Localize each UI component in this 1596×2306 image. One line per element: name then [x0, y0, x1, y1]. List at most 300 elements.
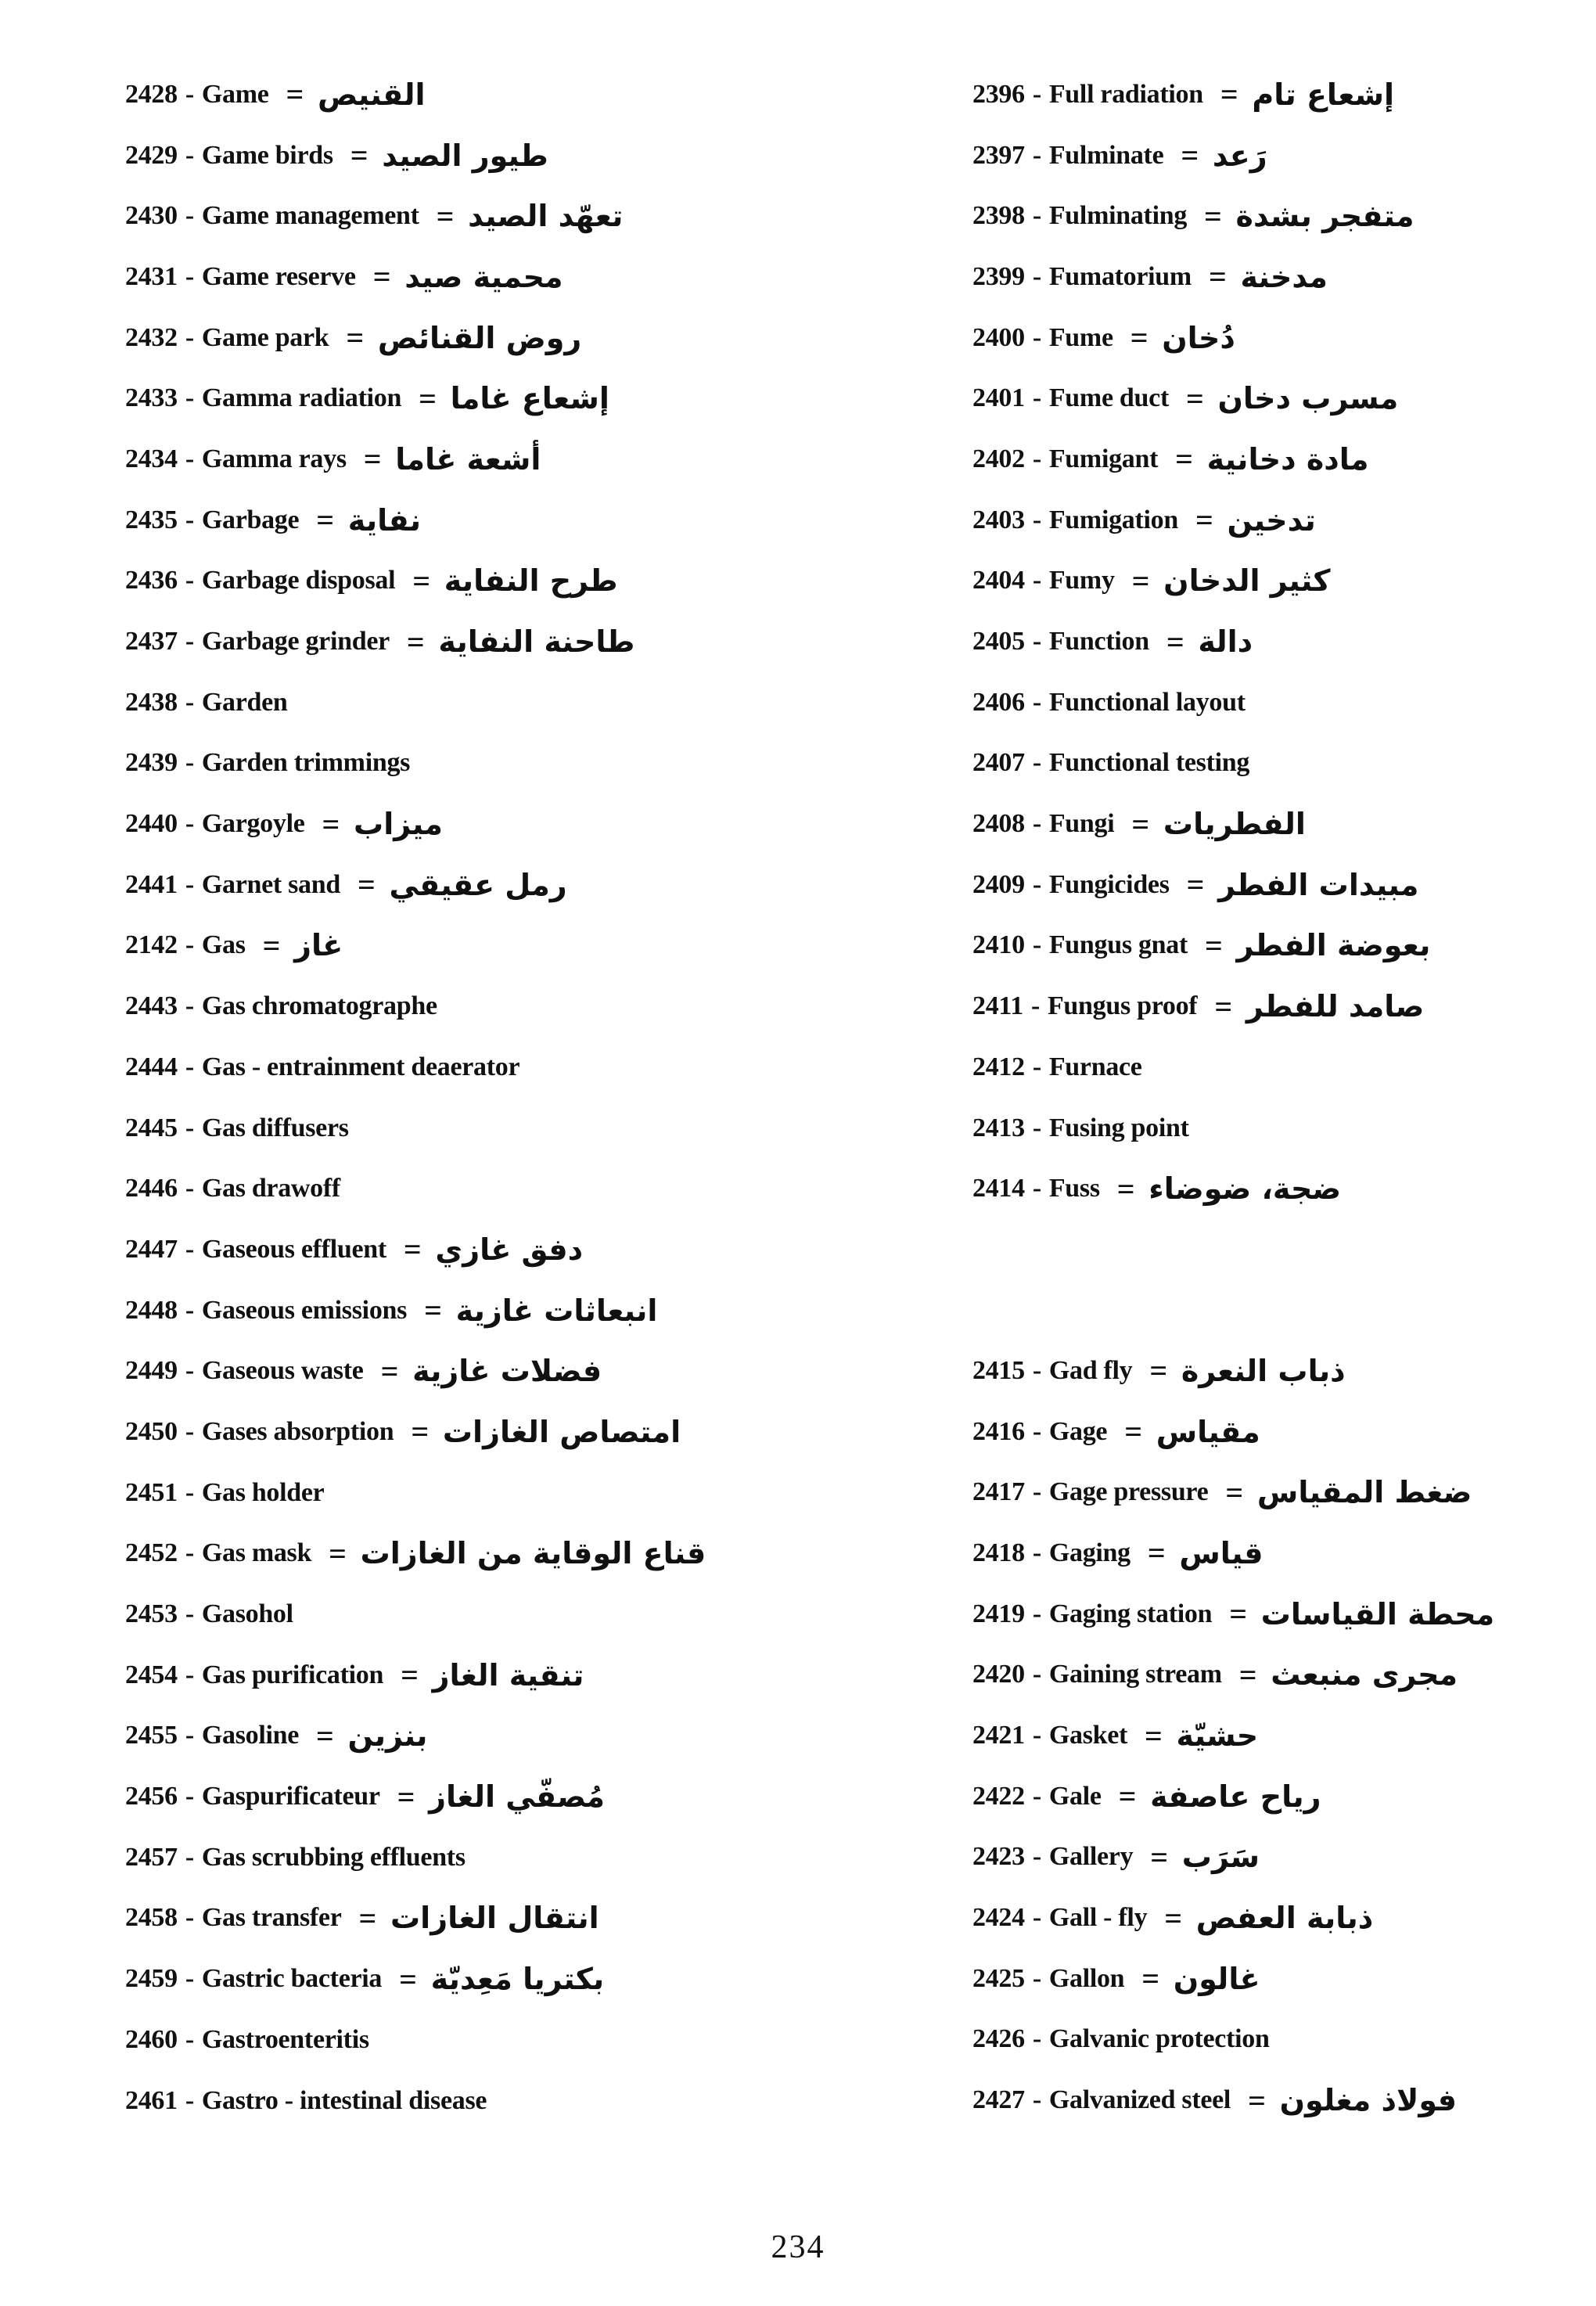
glossary-entry [125, 1888, 814, 1949]
entry-arabic-term: مبيدات الفطر [1218, 867, 1419, 902]
entry-number: 2444 [125, 1052, 178, 1081]
entry-dash: - [185, 1903, 194, 1933]
glossary-entry [972, 1098, 1596, 1159]
entry-number: 2435 [125, 505, 178, 534]
entry-english-term: Gasoline [201, 1721, 300, 1750]
glossary-entry [972, 2070, 1596, 2131]
entry-english-term: Gall - fly [1048, 1903, 1148, 1933]
entry-dash: - [1032, 1963, 1041, 1993]
equals-sign: = [399, 1961, 417, 1997]
entry-dash: - [185, 261, 194, 291]
entry-number: 2414 [972, 1174, 1025, 1203]
entry-arabic-term: مقياس [1156, 1414, 1260, 1449]
entry-arabic-term: صامد للفطر [1246, 989, 1425, 1024]
equals-sign: = [372, 259, 391, 295]
entry-dash: - [185, 1477, 194, 1507]
equals-sign: = [401, 1657, 419, 1693]
entry-number: 2403 [972, 505, 1025, 534]
entry-english-term: Function [1048, 627, 1149, 657]
entry-dash: - [1032, 566, 1041, 595]
entry-english-term: Gas chromatographe [201, 991, 437, 1021]
entry-english-term: Fungus gnat [1048, 930, 1188, 960]
right-column-top-section [972, 64, 1596, 1219]
entry-arabic-term: فولاذ مغلون [1279, 2083, 1458, 2118]
equals-sign: = [346, 320, 364, 356]
entry-dash: - [185, 201, 194, 231]
equals-sign: = [1116, 1171, 1135, 1207]
glossary-entry [972, 672, 1596, 733]
entry-english-term: Gas drawoff [201, 1174, 340, 1203]
entry-number: 2461 [125, 2085, 178, 2115]
equals-sign: = [1238, 1657, 1257, 1693]
entry-english-term: Galvanized steel [1048, 2085, 1231, 2115]
glossary-entry [972, 916, 1596, 977]
entry-number: 2457 [125, 1842, 178, 1872]
entry-arabic-term: مادة دخانية [1206, 441, 1369, 477]
equals-sign: = [1186, 867, 1205, 903]
entry-number: 2406 [972, 687, 1025, 717]
entry-number: 2454 [125, 1660, 178, 1689]
glossary-entry [125, 1462, 814, 1524]
entry-arabic-term: إشعاع تام [1252, 77, 1395, 112]
entry-dash: - [1032, 1660, 1041, 1689]
entry-number: 2448 [125, 1295, 178, 1325]
entry-arabic-term: ذبابة العفص [1195, 1901, 1374, 1936]
equals-sign: = [1147, 1535, 1166, 1571]
entry-dash: - [1030, 991, 1040, 1021]
entry-number: 2410 [972, 930, 1025, 960]
entry-arabic-term: قناع الوقاية من الغازات [360, 1536, 706, 1571]
equals-sign: = [424, 1293, 442, 1329]
entry-number: 2411 [972, 991, 1023, 1021]
equals-sign: = [1150, 1839, 1168, 1875]
entry-english-term: Full radiation [1048, 79, 1203, 109]
equals-sign: = [1166, 624, 1184, 660]
entry-english-term: Fumigant [1048, 444, 1159, 473]
glossary-entry [972, 490, 1596, 551]
equals-sign: = [316, 1718, 334, 1754]
glossary-entry [125, 1280, 814, 1341]
entry-number: 2446 [125, 1174, 178, 1203]
entry-number: 2401 [972, 383, 1025, 413]
equals-sign: = [316, 502, 334, 538]
entry-number: 2405 [972, 627, 1025, 657]
equals-sign: = [1195, 502, 1213, 538]
entry-english-term: Garbage [201, 505, 300, 534]
entry-arabic-term: تعهّد الصيد [468, 199, 624, 234]
entry-arabic-term: رَعد [1212, 138, 1267, 173]
entry-dash: - [185, 444, 194, 473]
entry-number: 2407 [972, 748, 1025, 778]
entry-english-term: Gas holder [201, 1477, 325, 1507]
entry-arabic-term: تنقية الغاز [432, 1657, 584, 1693]
entry-english-term: Functional layout [1048, 687, 1246, 717]
glossary-entry [125, 854, 814, 916]
entry-number: 2398 [972, 201, 1025, 231]
entry-dash: - [1032, 1903, 1041, 1933]
glossary-entry [125, 1098, 814, 1159]
equals-sign: = [1205, 927, 1223, 963]
entry-number: 2456 [125, 1782, 178, 1811]
entry-number: 2421 [972, 1721, 1025, 1750]
entry-arabic-term: طرح النفاية [444, 563, 618, 599]
entry-arabic-term: رمل عقيقي [389, 867, 567, 902]
glossary-entry [125, 185, 814, 246]
entry-number: 2409 [972, 869, 1025, 899]
entry-arabic-term: انتقال الغازات [390, 1901, 599, 1936]
entry-number: 2449 [125, 1356, 178, 1386]
entry-number: 2460 [125, 2024, 178, 2054]
glossary-entry [972, 429, 1596, 490]
equals-sign: = [1130, 320, 1148, 356]
equals-sign: = [411, 1414, 429, 1450]
equals-sign: = [322, 806, 340, 842]
entry-english-term: Gas diffusers [201, 1113, 349, 1142]
entry-arabic-term: تدخين [1227, 502, 1316, 538]
entry-dash: - [185, 2024, 194, 2054]
entry-number: 2419 [972, 1599, 1025, 1628]
glossary-entry [972, 1523, 1596, 1584]
entry-number: 2437 [125, 627, 178, 657]
entry-english-term: Gas purification [201, 1660, 384, 1689]
entry-english-term: Garden trimmings [201, 748, 411, 778]
entry-english-term: Gage pressure [1048, 1477, 1209, 1507]
entry-english-term: Fulminate [1048, 140, 1164, 170]
entry-english-term: Game birds [201, 140, 333, 170]
entry-arabic-term: طاحنة النفاية [438, 624, 635, 660]
entry-dash: - [1032, 322, 1041, 352]
entry-dash: - [185, 383, 194, 413]
entry-arabic-term: سَرَب [1181, 1840, 1260, 1875]
glossary-entry [125, 1524, 814, 1585]
glossary-entry [972, 1037, 1596, 1098]
entry-english-term: Game management [201, 201, 419, 231]
entry-dash: - [185, 140, 194, 170]
entry-number: 2440 [125, 809, 178, 839]
equals-sign: = [286, 77, 304, 113]
entry-dash: - [185, 748, 194, 778]
glossary-entry [125, 490, 814, 551]
glossary-entry [125, 429, 814, 490]
entry-arabic-term: الفطريات [1163, 807, 1306, 842]
entry-english-term: Gas [201, 930, 246, 960]
entry-dash: - [1032, 1052, 1041, 1081]
equals-sign: = [1164, 1900, 1182, 1936]
glossary-entry [125, 1037, 814, 1098]
entry-number: 2420 [972, 1660, 1025, 1689]
glossary-entry [972, 1462, 1596, 1523]
entry-english-term: Gasohol [201, 1599, 293, 1629]
entry-english-term: Gaseous effluent [201, 1234, 386, 1264]
entry-english-term: Furnace [1048, 1052, 1142, 1081]
entry-dash: - [1032, 201, 1041, 231]
entry-arabic-term: دُخان [1162, 320, 1235, 355]
entry-dash: - [1032, 687, 1041, 717]
glossary-entry [972, 976, 1596, 1037]
entry-number: 2438 [125, 687, 178, 717]
entry-number: 2404 [972, 566, 1025, 595]
entry-english-term: Fusing point [1048, 1113, 1189, 1142]
entry-dash: - [185, 1234, 194, 1264]
glossary-entry [125, 64, 814, 125]
glossary-entry [972, 1584, 1596, 1645]
entry-arabic-term: محطة القياسات [1260, 1596, 1495, 1631]
entry-dash: - [1032, 1721, 1041, 1750]
glossary-entry [972, 1401, 1596, 1462]
entry-dash: - [185, 1174, 194, 1203]
entry-arabic-term: قياس [1179, 1535, 1264, 1570]
entry-number: 2433 [125, 383, 178, 413]
entry-english-term: Gamma radiation [201, 383, 402, 413]
entry-dash: - [1032, 1842, 1041, 1872]
entry-number: 2142 [125, 930, 178, 960]
entry-english-term: Fulminating [1048, 201, 1188, 231]
glossary-entry [972, 611, 1596, 672]
entry-number: 2455 [125, 1721, 178, 1750]
entry-dash: - [185, 1721, 194, 1750]
entry-dash: - [185, 1356, 194, 1386]
glossary-entry [972, 185, 1596, 246]
entry-english-term: Game reserve [201, 261, 356, 291]
glossary-entry [125, 2009, 814, 2070]
entry-english-term: Gaging station [1048, 1599, 1213, 1628]
glossary-entry [972, 1948, 1596, 2009]
entry-arabic-term: غاز [294, 928, 343, 963]
entry-arabic-term: انبعاثات غازية [455, 1293, 658, 1328]
entry-english-term: Fungi [1048, 809, 1115, 839]
entry-dash: - [185, 1538, 194, 1568]
entry-english-term: Functional testing [1048, 748, 1250, 778]
entry-arabic-term: مدخنة [1240, 259, 1328, 294]
entry-number: 2396 [972, 79, 1025, 109]
equals-sign: = [1175, 441, 1193, 477]
entry-english-term: Gasket [1048, 1721, 1128, 1750]
entry-arabic-term: رياح عاصفة [1150, 1779, 1321, 1814]
glossary-entry [125, 551, 814, 612]
entry-english-term: Gas - entrainment deaerator [201, 1052, 520, 1081]
entry-number: 2416 [972, 1416, 1025, 1446]
entry-dash: - [185, 627, 194, 657]
entry-dash: - [1032, 79, 1041, 109]
glossary-entry [125, 976, 814, 1037]
equals-sign: = [436, 198, 455, 234]
entry-dash: - [185, 1842, 194, 1872]
glossary-entry [972, 551, 1596, 612]
glossary-entry [125, 308, 814, 369]
entry-arabic-term: روض القنائص [377, 320, 582, 355]
entry-number: 2413 [972, 1113, 1025, 1142]
entry-arabic-term: ميزاب [354, 807, 443, 842]
glossary-entry [972, 1827, 1596, 1888]
entry-english-term: Gaseous waste [201, 1356, 364, 1386]
glossary-entry [125, 246, 814, 308]
entry-arabic-term: بنزين [347, 1718, 428, 1754]
glossary-entry [125, 611, 814, 672]
glossary-entry [125, 1766, 814, 1827]
entry-number: 2432 [125, 322, 178, 352]
entry-english-term: Gallery [1048, 1842, 1134, 1872]
equals-sign: = [1145, 1718, 1163, 1754]
entry-english-term: Gage [1048, 1416, 1108, 1446]
entry-number: 2418 [972, 1538, 1025, 1567]
glossary-entry [972, 1887, 1596, 1948]
equals-sign: = [406, 624, 425, 660]
entry-number: 2430 [125, 201, 178, 231]
left-column [125, 64, 814, 2131]
entry-number: 2417 [972, 1477, 1025, 1507]
entry-arabic-term: ذباب النعرة [1181, 1353, 1346, 1388]
glossary-entry [125, 1401, 814, 1462]
glossary-entry [972, 1158, 1596, 1219]
entry-number: 2408 [972, 809, 1025, 839]
glossary-entry [125, 1706, 814, 1767]
equals-sign: = [1248, 2082, 1266, 2118]
equals-sign: = [363, 441, 382, 477]
entry-arabic-term: حشيّة [1176, 1718, 1259, 1754]
equals-sign: = [1131, 806, 1149, 842]
equals-sign: = [262, 927, 281, 963]
entry-number: 2439 [125, 748, 178, 778]
glossary-entry [125, 916, 814, 977]
equals-sign: = [1204, 198, 1222, 234]
entry-number: 2452 [125, 1538, 178, 1568]
entry-dash: - [185, 869, 194, 899]
entry-number: 2450 [125, 1416, 178, 1446]
entry-english-term: Game [201, 79, 269, 109]
entry-dash: - [185, 505, 194, 534]
entry-arabic-term: طيور الصيد [382, 138, 548, 173]
entry-number: 2447 [125, 1234, 178, 1264]
entry-dash: - [1032, 1174, 1041, 1203]
entry-arabic-term: مجرى منبعث [1271, 1657, 1458, 1693]
glossary-entry [125, 368, 814, 429]
entry-english-term: Fumigation [1048, 505, 1178, 534]
entry-english-term: Gas transfer [201, 1903, 342, 1933]
entry-arabic-term: أشعة غاما [395, 441, 541, 477]
entry-number: 2423 [972, 1842, 1025, 1872]
glossary-entry [972, 854, 1596, 916]
entry-dash: - [185, 1052, 194, 1081]
glossary-entry [972, 368, 1596, 429]
entry-number: 2429 [125, 140, 178, 170]
entry-arabic-term: بعوضة الفطر [1236, 928, 1431, 963]
glossary-entry [972, 64, 1596, 125]
equals-sign: = [1229, 1596, 1247, 1632]
equals-sign: = [1124, 1414, 1142, 1450]
entry-number: 2459 [125, 1964, 178, 1994]
entry-dash: - [185, 809, 194, 839]
right-column [972, 64, 1596, 2131]
equals-sign: = [1118, 1779, 1137, 1815]
entry-dash: - [1032, 444, 1041, 473]
entry-number: 2436 [125, 566, 178, 595]
glossary-entry [125, 1948, 814, 2009]
glossary-entry [972, 793, 1596, 854]
entry-english-term: Garbage disposal [201, 566, 396, 595]
equals-sign: = [397, 1779, 415, 1815]
entry-number: 2445 [125, 1113, 178, 1142]
equals-sign: = [1141, 1961, 1159, 1997]
entry-english-term: Gaging [1048, 1538, 1130, 1567]
glossary-entry [125, 733, 814, 794]
entry-number: 2453 [125, 1599, 178, 1629]
entry-dash: - [1032, 2024, 1041, 2054]
equals-sign: = [358, 1900, 376, 1936]
entry-english-term: Gallon [1048, 1963, 1125, 1993]
entry-dash: - [1032, 627, 1041, 657]
entry-number: 2431 [125, 261, 178, 291]
entry-number: 2399 [972, 261, 1025, 291]
entry-number: 2434 [125, 444, 178, 473]
glossary-entry [972, 2009, 1596, 2070]
equals-sign: = [419, 380, 437, 416]
equals-sign: = [1149, 1353, 1167, 1389]
glossary-entry [972, 125, 1596, 186]
glossary-entry [125, 672, 814, 733]
glossary-entry [125, 1827, 814, 1888]
entry-english-term: Garbage grinder [201, 627, 390, 657]
entry-english-term: Game park [201, 322, 329, 352]
entry-number: 2422 [972, 1781, 1025, 1811]
section-gap [972, 1219, 1596, 1340]
entry-number: 2412 [972, 1052, 1025, 1081]
equals-sign: = [1214, 988, 1232, 1024]
glossary-entry [125, 793, 814, 854]
entry-number: 2415 [972, 1355, 1025, 1385]
entry-arabic-term: غالون [1173, 1961, 1260, 1996]
entry-dash: - [1032, 1477, 1041, 1507]
entry-arabic-term: مُصفّي الغاز [429, 1779, 606, 1815]
entry-english-term: Galvanic protection [1048, 2024, 1270, 2054]
entry-english-term: Gastric bacteria [201, 1964, 383, 1994]
entry-arabic-term: ضجة، ضوضاء [1148, 1171, 1342, 1207]
glossary-entry [972, 1705, 1596, 1766]
equals-sign: = [1225, 1474, 1243, 1510]
entry-arabic-term: دالة [1198, 624, 1253, 660]
equals-sign: = [1181, 138, 1199, 174]
entry-dash: - [185, 1113, 194, 1142]
entry-dash: - [1032, 869, 1041, 899]
entry-number: 2428 [125, 79, 178, 109]
entry-english-term: Fumy [1048, 566, 1115, 595]
entry-dash: - [1032, 1538, 1041, 1567]
entry-english-term: Gaspurificateur [201, 1782, 380, 1811]
entry-number: 2426 [972, 2024, 1025, 2054]
entry-dash: - [185, 1416, 194, 1446]
entry-english-term: Gases absorption [201, 1416, 394, 1446]
entry-arabic-term: محمية صيد [404, 259, 563, 294]
entry-english-term: Fume duct [1048, 383, 1169, 413]
entry-english-term: Gaining stream [1048, 1660, 1222, 1689]
entry-dash: - [185, 322, 194, 352]
entry-dash: - [185, 79, 194, 109]
entry-number: 2441 [125, 869, 178, 899]
equals-sign: = [1185, 380, 1204, 416]
entry-english-term: Gas mask [201, 1538, 312, 1568]
entry-english-term: Gastro - intestinal disease [201, 2085, 487, 2115]
entry-english-term: Gaseous emissions [201, 1295, 408, 1325]
equals-sign: = [380, 1353, 399, 1389]
entry-dash: - [185, 991, 194, 1021]
entry-number: 2400 [972, 322, 1025, 352]
entry-dash: - [1032, 505, 1041, 534]
glossary-entry [972, 246, 1596, 308]
entry-english-term: Garnet sand [201, 869, 340, 899]
equals-sign: = [1131, 563, 1150, 599]
entry-number: 2451 [125, 1477, 178, 1507]
glossary-entry [125, 1158, 814, 1219]
entry-number: 2427 [972, 2085, 1025, 2115]
